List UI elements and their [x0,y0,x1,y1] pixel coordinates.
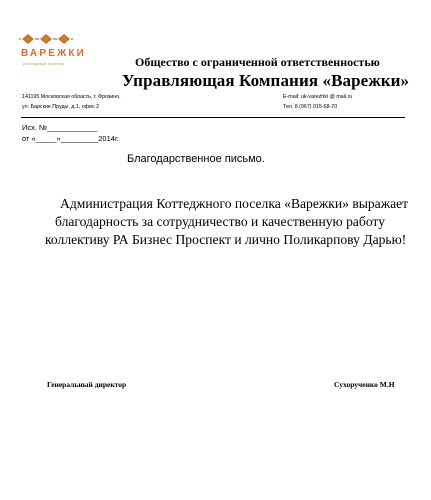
outgoing-date: от «_____»_________2014г. [22,134,119,143]
address-line-1: 141195 Московская область, г. Фрязино, [22,94,121,100]
signatory-name: Сухорученко М.Н [334,380,395,389]
letter-body-line: Администрация Коттеджного поселка «Варежки» выражает [60,196,409,211]
logo-word: ВАРЕЖКИ [21,48,87,59]
org-legal-form: Общество с ограниченной ответственностью [135,55,380,69]
address-line-2: ул. Барские Пруды, д.1, офис 2 [22,104,100,110]
letter-body-line: коллективу РА Бизнес Проспект и лично Поликарпову Дарью! [45,232,407,247]
outgoing-number: Исх. №____________ [22,123,98,132]
signatory-title: Генеральный директор [47,380,127,389]
header-divider [21,117,405,118]
contact-email: E-mail: uk-varezhki @ mail.ru [283,94,353,100]
letter-title: Благодарственное письмо. [127,153,265,165]
contact-phone: Тел. 8 (967) 015-68-70 [283,104,338,110]
logo-tagline: коттеджный поселок [23,62,65,66]
letter-body-line: благодарность за сотрудничество и качественную работу [55,214,385,229]
logo-ornament [19,34,73,44]
org-name: Управляющая Компания «Варежки» [122,71,410,90]
